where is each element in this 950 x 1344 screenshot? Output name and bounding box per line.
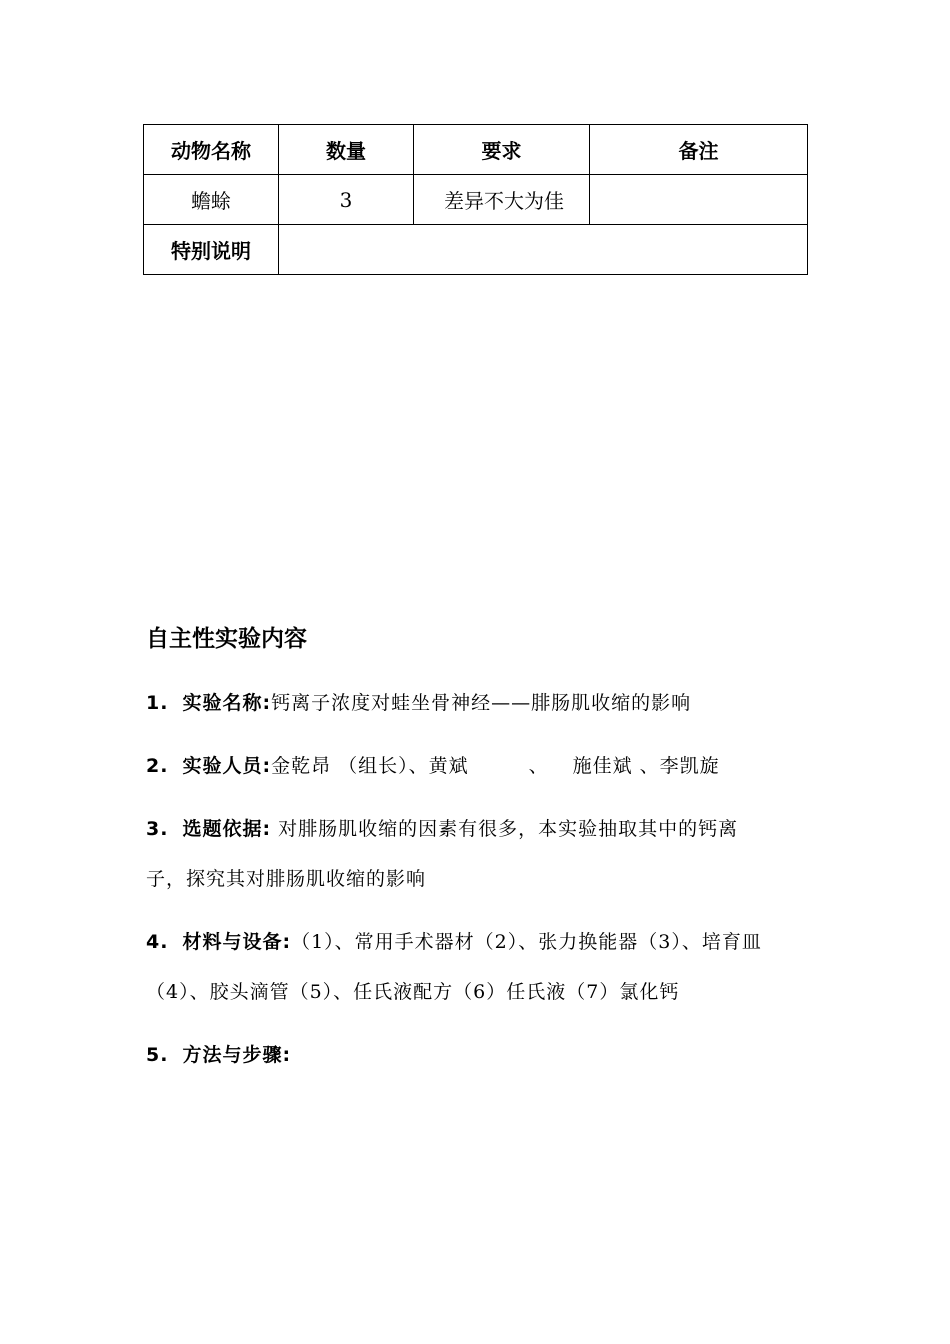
member-group-1: 金乾昂 （组长）、黄斌	[271, 755, 469, 777]
cell-quantity: 3	[279, 175, 414, 225]
item-label: 选题依据:	[182, 818, 272, 840]
item-label: 方法与步骤:	[182, 1044, 292, 1066]
item-experiment-name	[146, 678, 764, 728]
item-number: 2.	[146, 755, 169, 777]
table-special-row	[144, 225, 808, 275]
header-quantity: 数量	[279, 125, 414, 175]
item-methods	[146, 1030, 764, 1080]
item-text: 对腓肠肌收缩的因素有很多，本实验抽取其中的钙离子，探究其对腓肠肌收缩的影响	[146, 818, 739, 890]
cell-requirement: 差异不大为佳	[414, 175, 590, 225]
table-row	[144, 175, 808, 225]
item-label: 实验名称:	[182, 692, 272, 714]
item-text: 钙离子浓度对蛙坐骨神经——腓肠肌收缩的影响	[271, 692, 692, 714]
header-requirement: 要求	[414, 125, 590, 175]
special-note-label: 特别说明	[144, 225, 279, 275]
member-separator: 、	[528, 755, 549, 777]
member-group-2: 施佳斌 、李凯旋	[572, 755, 720, 777]
header-remarks: 备注	[590, 125, 808, 175]
header-animal-name: 动物名称	[144, 125, 279, 175]
item-number: 1.	[146, 692, 169, 714]
table-header-row	[144, 125, 808, 175]
cell-animal-name: 蟾蜍	[144, 175, 279, 225]
item-number: 3.	[146, 818, 169, 840]
item-materials	[146, 917, 764, 1017]
item-text: （1）、常用手术器材（2）、张力换能器（3）、培育皿（4）、胶头滴管（5）、任氏液配方（6）任氏液（7）氯化钙	[146, 931, 762, 1003]
item-number: 4.	[146, 931, 169, 953]
special-note-value	[279, 225, 808, 275]
item-experiment-members	[146, 741, 764, 791]
section-title: 自主性实验内容	[146, 626, 307, 652]
cell-remarks	[590, 175, 808, 225]
item-topic-basis	[146, 804, 764, 904]
item-number: 5.	[146, 1044, 169, 1066]
experiment-content	[146, 678, 764, 1093]
item-label: 材料与设备:	[182, 931, 292, 953]
animal-table	[143, 124, 808, 275]
item-label: 实验人员:	[182, 755, 272, 777]
